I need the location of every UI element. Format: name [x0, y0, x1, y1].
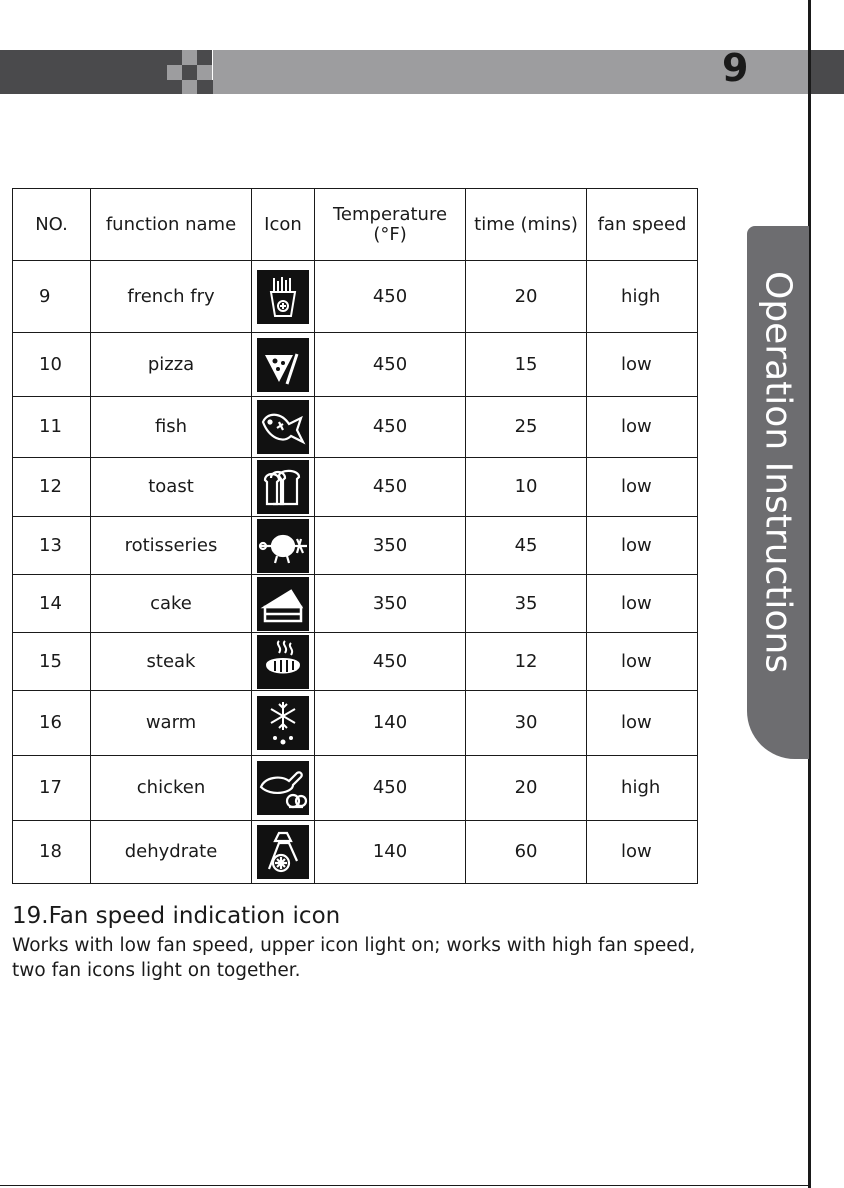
row-temperature: 450 [315, 397, 466, 458]
table-header-row [13, 189, 698, 261]
row-no: 16 [13, 691, 91, 756]
rotisserie-icon [257, 519, 309, 573]
header-function-name: function name [91, 189, 252, 261]
header-checker-block [182, 50, 197, 65]
row-no: 10 [13, 333, 91, 397]
table-row [13, 517, 698, 575]
row-temperature: 140 [315, 691, 466, 756]
header-icon: Icon [252, 189, 315, 261]
row-fan-speed: low [587, 397, 698, 458]
row-temperature: 450 [315, 333, 466, 397]
header-time: time (mins) [466, 189, 587, 261]
row-time: 12 [466, 633, 587, 691]
row-no: 18 [13, 821, 91, 884]
table-row [13, 261, 698, 333]
cake-icon [257, 577, 309, 631]
toast-icon [257, 460, 309, 514]
page-bottom-line [0, 1185, 808, 1186]
fish-icon [257, 400, 309, 454]
row-function-name: cake [91, 575, 252, 633]
row-no: 15 [13, 633, 91, 691]
chicken-icon [257, 761, 309, 815]
header-band-dark [0, 50, 167, 94]
header-checker-block [167, 80, 182, 94]
row-fan-speed: low [587, 821, 698, 884]
row-no: 17 [13, 756, 91, 821]
function-table [12, 188, 698, 884]
section-body: Works with low fan speed, upper icon light on; works with high fan speed, two fan icons light on together. [12, 935, 696, 981]
row-temperature: 450 [315, 261, 466, 333]
dehydrate-icon [257, 825, 309, 879]
row-time: 45 [466, 517, 587, 575]
row-function-name: toast [91, 458, 252, 517]
row-no: 14 [13, 575, 91, 633]
row-fan-speed: low [587, 691, 698, 756]
header-checker-block [197, 80, 213, 94]
row-time: 10 [466, 458, 587, 517]
row-fan-speed: low [587, 458, 698, 517]
row-function-name: french fry [91, 261, 252, 333]
table-row [13, 575, 698, 633]
row-temperature: 350 [315, 517, 466, 575]
row-time: 60 [466, 821, 587, 884]
row-fan-speed: high [587, 756, 698, 821]
row-fan-speed: low [587, 517, 698, 575]
french-fry-icon [257, 270, 309, 324]
row-no: 9 [13, 261, 91, 333]
row-no: 11 [13, 397, 91, 458]
header-checker-block [167, 50, 182, 65]
row-temperature: 450 [315, 633, 466, 691]
side-tab-label: Operation Instructions [757, 270, 799, 674]
row-no: 13 [13, 517, 91, 575]
row-function-name: rotisseries [91, 517, 252, 575]
row-function-name: chicken [91, 756, 252, 821]
row-time: 20 [466, 756, 587, 821]
header-checker-block [197, 65, 212, 80]
steak-icon [257, 635, 309, 689]
row-temperature: 450 [315, 756, 466, 821]
warm-icon [257, 696, 309, 750]
header-checker-block [197, 50, 212, 65]
row-function-name: steak [91, 633, 252, 691]
row-fan-speed: low [587, 575, 698, 633]
table-row [13, 458, 698, 517]
header-fan-speed: fan speed [587, 189, 698, 261]
table-row [13, 756, 698, 821]
row-function-name: warm [91, 691, 252, 756]
row-no: 12 [13, 458, 91, 517]
row-temperature: 140 [315, 821, 466, 884]
header-temperature: Temperature (°F) [315, 189, 466, 261]
header-checker-block [167, 65, 182, 80]
row-function-name: dehydrate [91, 821, 252, 884]
section-title: 19.Fan speed indication icon [12, 903, 341, 929]
row-time: 35 [466, 575, 587, 633]
table-row [13, 821, 698, 884]
table-row [13, 633, 698, 691]
row-fan-speed: low [587, 633, 698, 691]
header-checker-block [182, 80, 197, 94]
page-number: 9 [722, 46, 749, 90]
row-fan-speed: low [587, 333, 698, 397]
header-checker-block [182, 65, 197, 80]
row-time: 20 [466, 261, 587, 333]
row-function-name: fish [91, 397, 252, 458]
row-fan-speed: high [587, 261, 698, 333]
table-row [13, 333, 698, 397]
row-time: 15 [466, 333, 587, 397]
header-band-right [811, 50, 844, 94]
table-row [13, 397, 698, 458]
table-row [13, 691, 698, 756]
row-time: 25 [466, 397, 587, 458]
row-time: 30 [466, 691, 587, 756]
row-temperature: 450 [315, 458, 466, 517]
pizza-icon [257, 338, 309, 392]
header-no: NO. [13, 189, 91, 261]
row-function-name: pizza [91, 333, 252, 397]
row-temperature: 350 [315, 575, 466, 633]
